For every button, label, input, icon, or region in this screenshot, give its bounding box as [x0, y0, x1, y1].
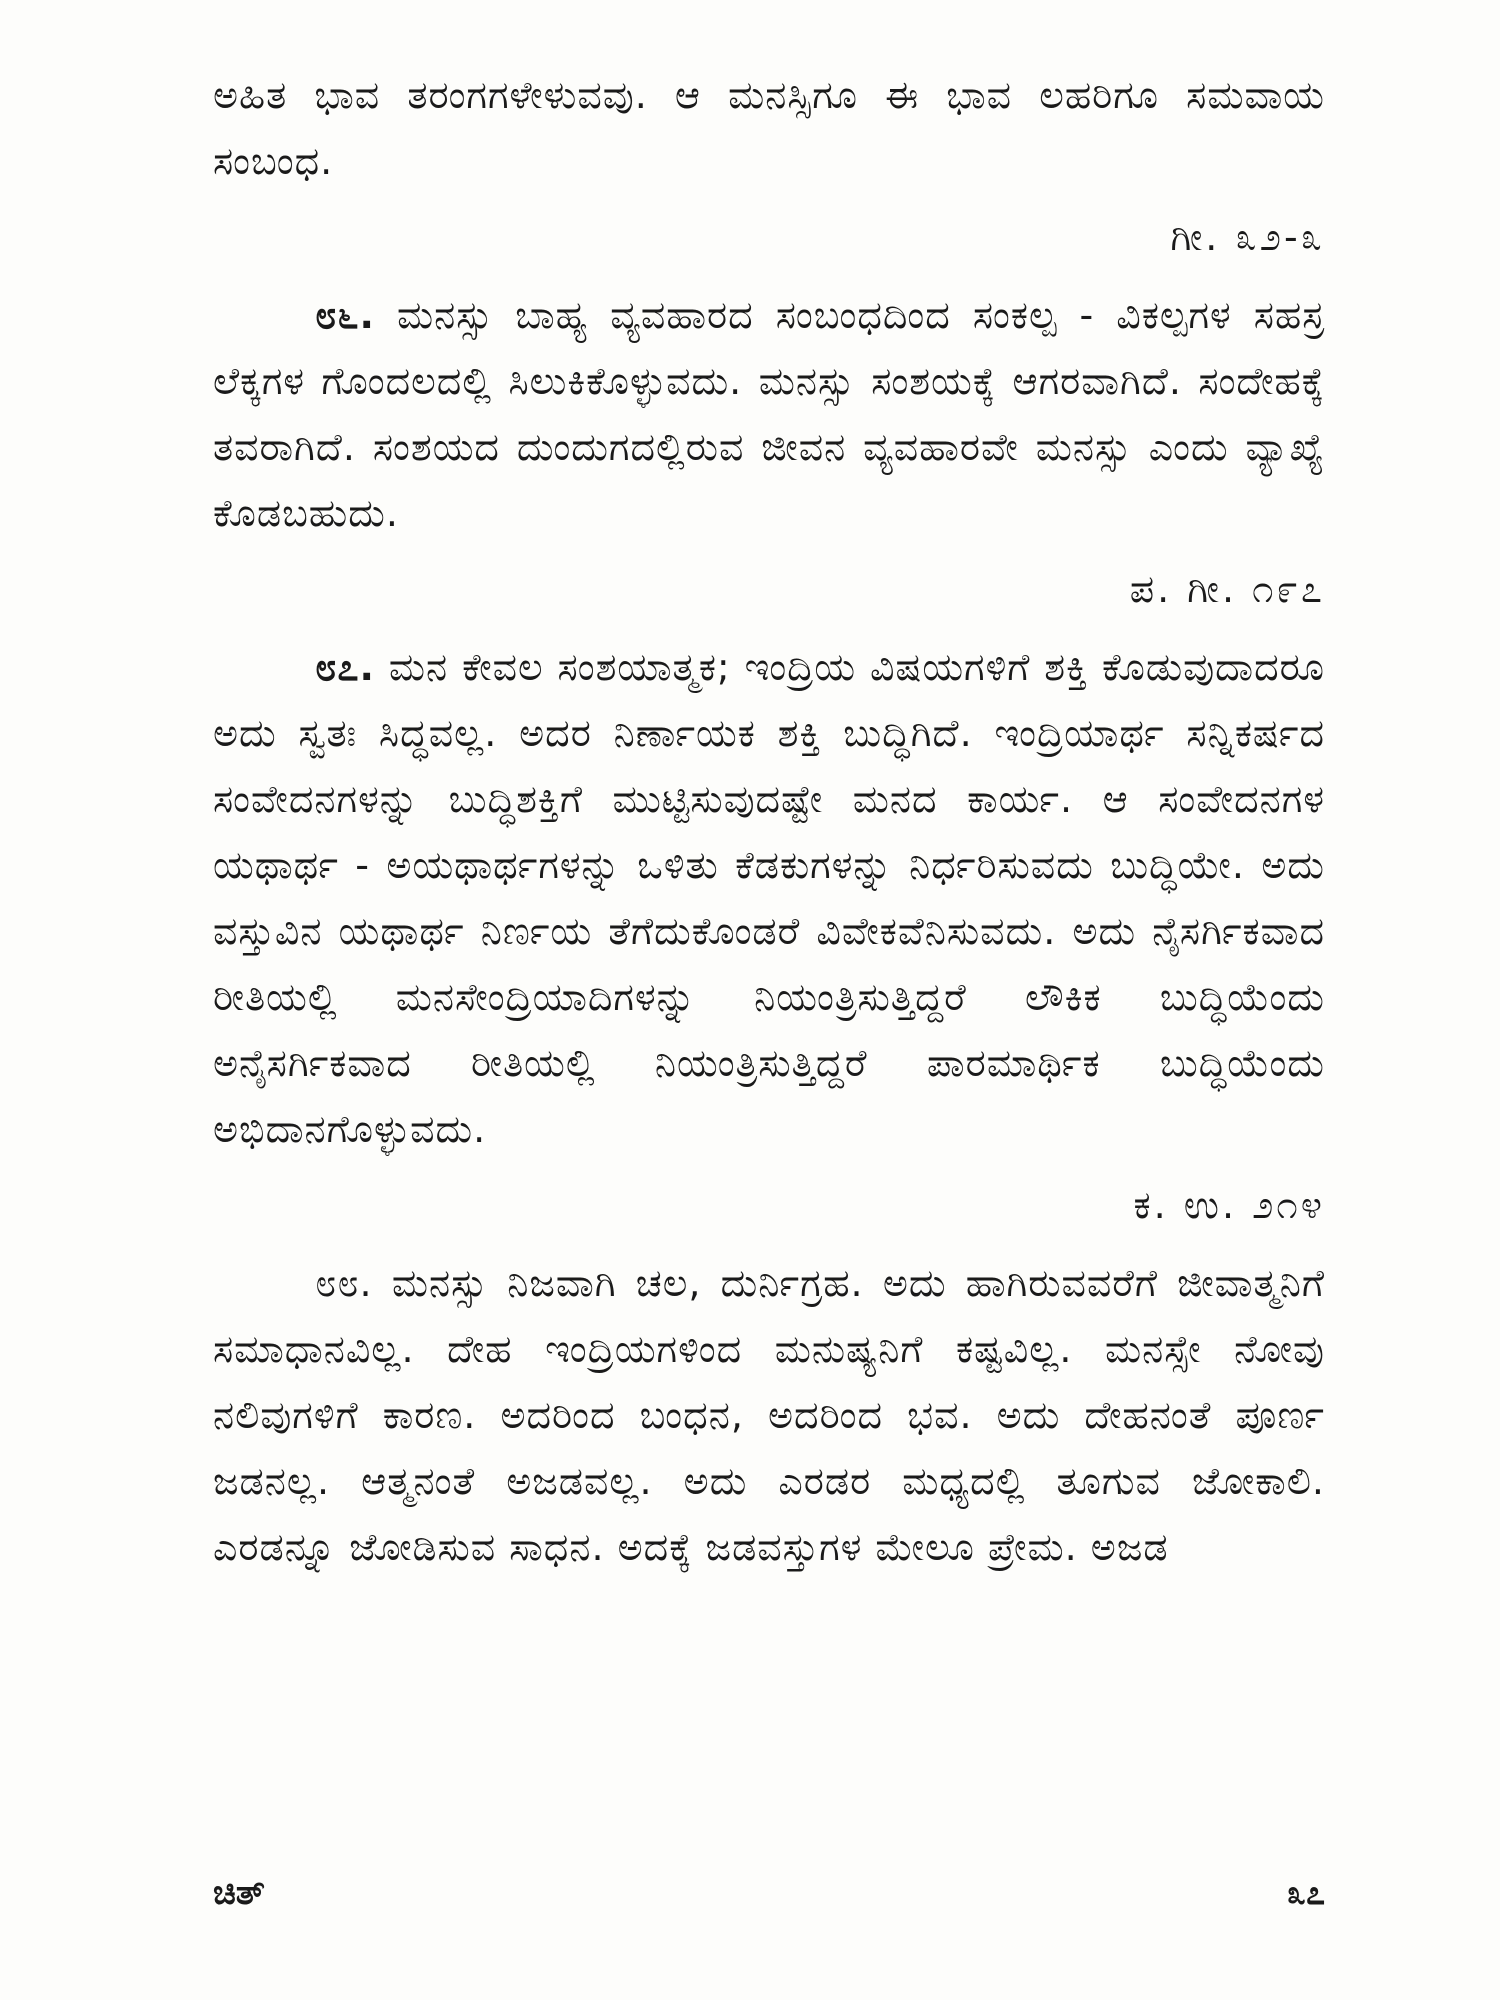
paragraph-number: ೮೬.: [315, 293, 375, 337]
reference-3: ಕ. ಉ. ೨೧೪: [1133, 1183, 1325, 1227]
paragraph-87: [213, 634, 1325, 1162]
reference-2: ಪ. ಗೀ. ೧೯೭: [1129, 567, 1325, 611]
paragraph-number: ೮೮.: [315, 1261, 373, 1305]
intro-paragraph: ಅಹಿತ ಭಾವ ತರಂಗಗಳೇಳುವವು. ಆ ಮನಸ್ಸಿಗೂ ಈ ಭಾವ ಲಹರಿಗೂ ಸಮವಾಯ ಸಂಬಂಧ.: [213, 73, 1325, 183]
page-body: [213, 62, 1325, 1580]
paragraph-text: ಮನಸ್ಸು ಬಾಹ್ಯ ವ್ಯವಹಾರದ ಸಂಬಂಧದಿಂದ ಸಂಕಲ್ಪ - ವಿಕಲ್ಪಗಳ ಸಹಸ್ರ ಲೆಕ್ಕಗಳ ಗೊಂದಲದಲ್ಲಿ ಸಿಲುಕಿಕೊಳ್ಳುವದು. ಮನಸ್ಸು ಸಂಶಯಕ್ಕೆ ಆಗರವಾಗಿದೆ. ಸಂದೇಹಕ್ಕೆ ತವರಾಗಿದೆ. ಸಂಶಯದ ದುಂದುಗದಲ್ಲಿರುವ ಜೀವನ ವ್ಯವಹಾರವೇ ಮನಸ್ಸು ಎಂದು ವ್ಯಾಖ್ಯೆ ಕೊಡಬಹುದು.: [213, 293, 1325, 535]
paragraph-text: ಮನಸ್ಸು ನಿಜವಾಗಿ ಚಲ, ದುರ್ನಿಗ್ರಹ. ಅದು ಹಾಗಿರುವವರೆಗೆ ಜೀವಾತ್ಮನಿಗೆ ಸಮಾಧಾನವಿಲ್ಲ. ದೇಹ ಇಂದ್ರಿಯಗಳಿಂದ ಮನುಷ್ಯನಿಗೆ ಕಷ್ಟವಿಲ್ಲ. ಮನಸ್ಸೇ ನೋವು ನಲಿವುಗಳಿಗೆ ಕಾರಣ. ಅದರಿಂದ ಬಂಧನ, ಅದರಿಂದ ಭವ. ಅದು ದೇಹನಂತೆ ಪೂರ್ಣ ಜಡನಲ್ಲ. ಆತ್ಮನಂತೆ ಅಜಡವಲ್ಲ. ಅದು ಎರಡರ ಮಧ್ಯದಲ್ಲಿ ತೂಗುವ ಜೋಕಾಲಿ. ಎರಡನ್ನೂ ಜೋಡಿಸುವ ಸಾಧನ. ಅದಕ್ಕೆ ಜಡವಸ್ತುಗಳ ಮೇಲೂ ಪ್ರೇಮ. ಅಜಡ: [213, 1261, 1325, 1569]
reference-1: ಗೀ. ೩೨-೩: [1170, 215, 1325, 259]
paragraph-86: [213, 282, 1325, 546]
page-number: ೩೭: [1286, 1873, 1325, 1913]
page-footer: [213, 1873, 1325, 1913]
paragraph-88: [213, 1250, 1325, 1580]
footer-book-title: ಚಿತ್: [213, 1873, 265, 1913]
paragraph-text: ಮನ ಕೇವಲ ಸಂಶಯಾತ್ಮಕ; ಇಂದ್ರಿಯ ವಿಷಯಗಳಿಗೆ ಶಕ್ತಿ ಕೊಡುವುದಾದರೂ ಅದು ಸ್ವತಃ ಸಿದ್ಧವಲ್ಲ. ಅದರ ನಿರ್ಣಾಯಕ ಶಕ್ತಿ ಬುದ್ಧಿಗಿದೆ. ಇಂದ್ರಿಯಾರ್ಥ ಸನ್ನಿಕರ್ಷದ ಸಂವೇದನಗಳನ್ನು ಬುದ್ಧಿಶಕ್ತಿಗೆ ಮುಟ್ಟಿಸುವುದಷ್ಟೇ ಮನದ ಕಾರ್ಯ. ಆ ಸಂವೇದನಗಳ ಯಥಾರ್ಥ - ಅಯಥಾರ್ಥಗಳನ್ನು ಒಳಿತು ಕೆಡಕುಗಳನ್ನು ನಿರ್ಧರಿಸುವದು ಬುದ್ಧಿಯೇ. ಅದು ವಸ್ತುವಿನ ಯಥಾರ್ಥ ನಿರ್ಣಯ ತೆಗೆದುಕೊಂಡರೆ ವಿವೇಕವೆನಿಸುವದು. ಅದು ನೈಸರ್ಗಿಕವಾದ ರೀತಿಯಲ್ಲಿ ಮನಸೇಂದ್ರಿಯಾದಿಗಳನ್ನು ನಿಯಂತ್ರಿಸುತ್ತಿದ್ದರೆ ಲೌಕಿಕ ಬುದ್ಧಿಯೆಂದು ಅನೈಸರ್ಗಿಕವಾದ ರೀತಿಯಲ್ಲಿ ನಿಯಂತ್ರಿಸುತ್ತಿದ್ದರೆ ಪಾರಮಾರ್ಥಿಕ ಬುದ್ಧಿಯೆಂದು ಅಭಿದಾನಗೊಳ್ಳುವದು.: [213, 645, 1325, 1151]
paragraph-number: ೮೭.: [315, 645, 375, 689]
